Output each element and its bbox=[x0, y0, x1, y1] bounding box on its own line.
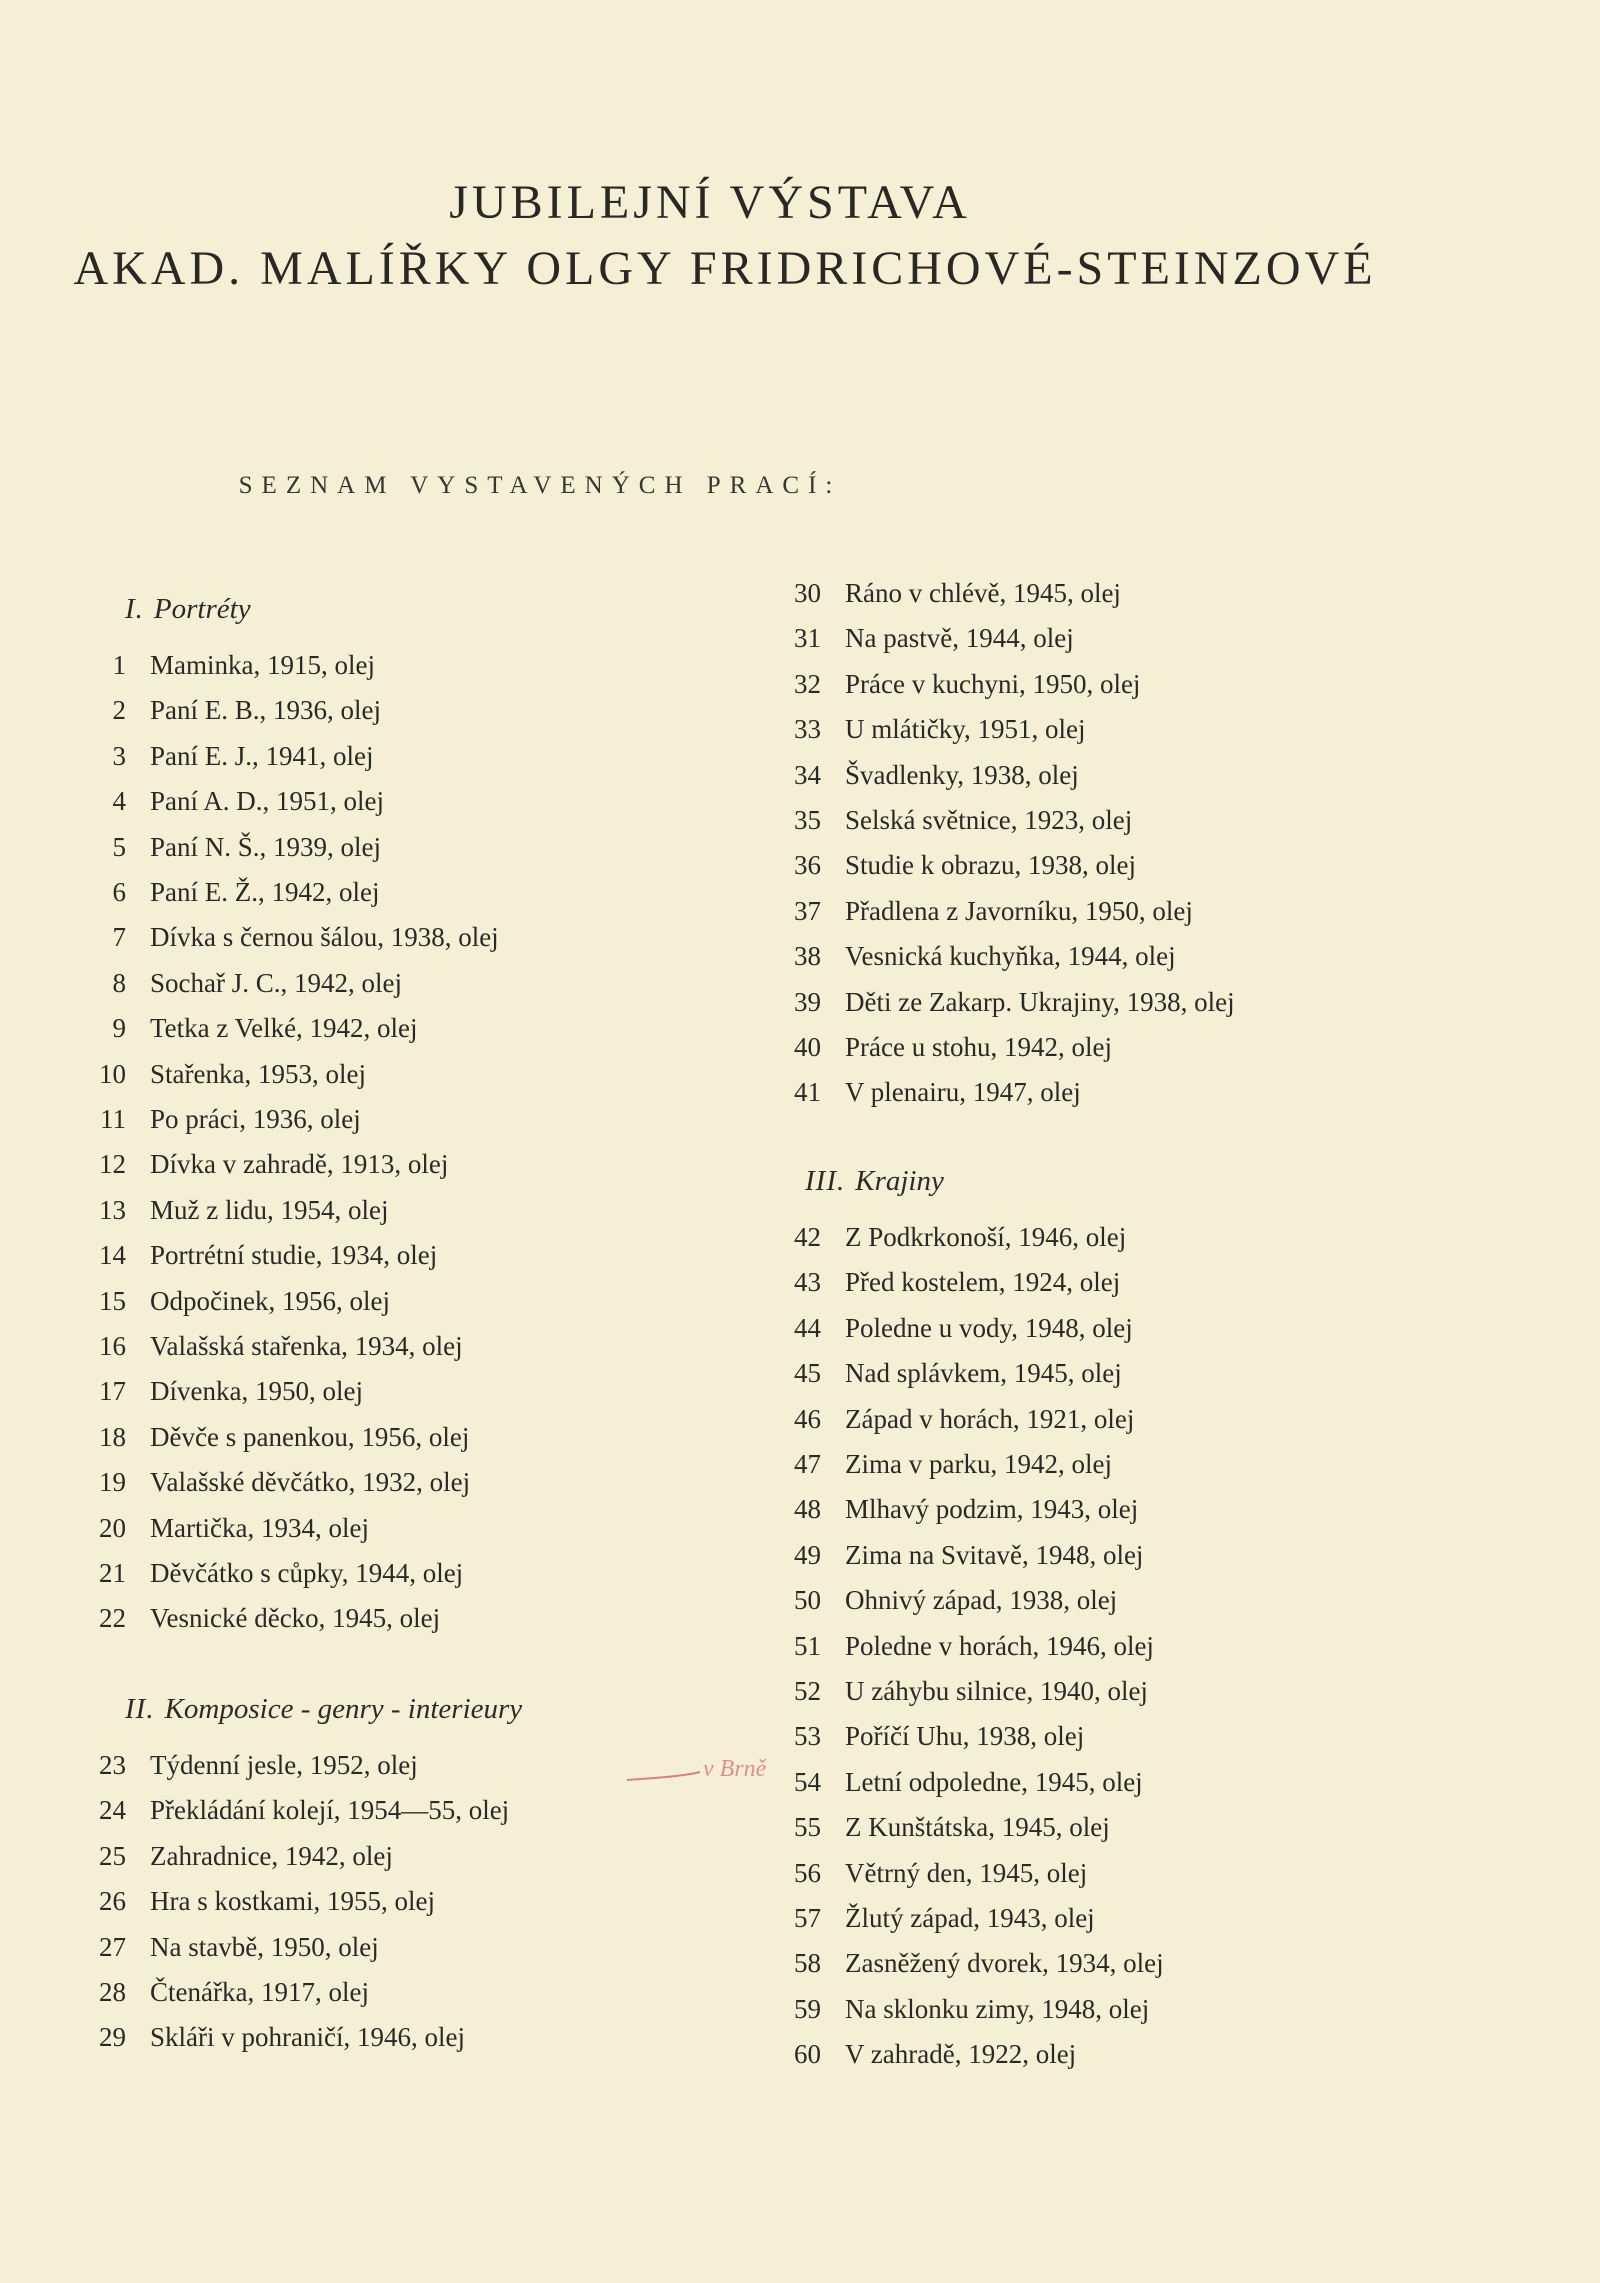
list-item bbox=[775, 1585, 1117, 1616]
item-number: 18 bbox=[99, 1421, 126, 1452]
list-item bbox=[775, 1032, 1112, 1063]
item-title: Děvčátko s cůpky, 1944, olej bbox=[150, 1558, 464, 1588]
list-item bbox=[80, 1750, 418, 1781]
list-item bbox=[80, 1286, 390, 1317]
list-item bbox=[80, 877, 379, 908]
item-number: 6 bbox=[112, 877, 126, 907]
list-item bbox=[775, 1903, 1095, 1934]
list-item bbox=[80, 1376, 363, 1407]
list-item bbox=[775, 1077, 1081, 1108]
item-title: Paní N. Š., 1939, olej bbox=[150, 831, 382, 862]
list-item bbox=[775, 760, 1079, 791]
item-title: Větrný den, 1945, olej bbox=[845, 1857, 1088, 1888]
item-title: Zima v parku, 1942, olej bbox=[845, 1449, 1112, 1479]
item-number: 24 bbox=[99, 1795, 126, 1826]
list-item bbox=[775, 1812, 1110, 1843]
list-item bbox=[80, 832, 381, 863]
item-number: 9 bbox=[112, 1013, 126, 1044]
item-number: 30 bbox=[794, 578, 821, 608]
list-item bbox=[775, 1676, 1148, 1707]
item-number: 32 bbox=[794, 668, 821, 699]
list-item bbox=[775, 1631, 1154, 1662]
item-number: 37 bbox=[794, 895, 821, 926]
item-number: 55 bbox=[794, 1812, 821, 1843]
list-item bbox=[80, 1886, 435, 1917]
list-item bbox=[80, 2022, 465, 2053]
list-item bbox=[80, 1013, 418, 1044]
svg-text:v Brně: v Brně bbox=[703, 1758, 767, 1782]
item-title: Paní E. J., 1941, olej bbox=[150, 740, 374, 771]
item-title: Paní A. D., 1951, olej bbox=[150, 786, 384, 817]
item-title: Tetka z Velké, 1942, olej bbox=[150, 1013, 418, 1044]
list-item bbox=[775, 578, 1121, 609]
list-item bbox=[80, 922, 499, 953]
section-name: Komposice - genry - interieury bbox=[164, 1693, 523, 1725]
item-number: 2 bbox=[112, 695, 126, 726]
list-item bbox=[80, 741, 374, 772]
item-number: 34 bbox=[794, 759, 821, 790]
item-number: 38 bbox=[794, 941, 821, 972]
item-title: Vesnická kuchyňka, 1944, olej bbox=[845, 941, 1176, 972]
section-name: Krajiny bbox=[855, 1165, 944, 1197]
item-title: Nad splávkem, 1945, olej bbox=[845, 1358, 1122, 1389]
item-number: 10 bbox=[99, 1058, 126, 1089]
item-number: 13 bbox=[99, 1194, 126, 1225]
item-number: 59 bbox=[794, 1993, 821, 2024]
item-number: 35 bbox=[794, 805, 821, 835]
item-title: Paní E. B., 1936, olej bbox=[150, 695, 381, 726]
item-title: Maminka, 1915, olej bbox=[150, 650, 375, 680]
section-numeral: II. bbox=[125, 1693, 155, 1725]
item-number: 58 bbox=[794, 1948, 821, 1979]
item-title: Dívka s černou šálou, 1938, olej bbox=[150, 922, 499, 953]
item-number: 22 bbox=[99, 1603, 126, 1634]
item-title: Děvče s panenkou, 1956, olej bbox=[150, 1421, 470, 1452]
item-number: 45 bbox=[794, 1358, 821, 1389]
item-title: Skláři v pohraničí, 1946, olej bbox=[150, 2022, 465, 2053]
item-number: 49 bbox=[794, 1539, 821, 1570]
item-title: U záhybu silnice, 1940, olej bbox=[845, 1676, 1148, 1706]
item-title: Paní E. Ž., 1942, olej bbox=[150, 877, 380, 907]
title-line-1: JUBILEJNÍ VÝSTAVA bbox=[449, 176, 971, 229]
item-title: Švadlenky, 1938, olej bbox=[845, 759, 1079, 790]
title-line-2: AKAD. MALÍŘKY OLGY FRIDRICHOVÉ-STEINZOVÉ bbox=[73, 242, 1377, 295]
item-number: 17 bbox=[99, 1376, 126, 1407]
item-title: Z Podkrkonoší, 1946, olej bbox=[845, 1222, 1127, 1252]
list-item bbox=[775, 1449, 1112, 1480]
item-title: Portrétní studie, 1934, olej bbox=[150, 1240, 438, 1271]
item-title: Sochař J. C., 1942, olej bbox=[150, 967, 402, 998]
item-title: Poledne v horách, 1946, olej bbox=[845, 1630, 1154, 1661]
item-number: 11 bbox=[100, 1104, 126, 1134]
item-title: Poříčí Uhu, 1938, olej bbox=[845, 1721, 1085, 1752]
item-title: Překládání kolejí, 1954—55, olej bbox=[150, 1795, 510, 1826]
item-title: Studie k obrazu, 1938, olej bbox=[845, 850, 1136, 881]
item-title: Práce u stohu, 1942, olej bbox=[845, 1032, 1112, 1062]
item-number: 51 bbox=[794, 1630, 821, 1661]
item-title: Zima na Svitavě, 1948, olej bbox=[845, 1539, 1144, 1570]
item-number: 47 bbox=[794, 1449, 821, 1479]
list-item bbox=[775, 1721, 1084, 1752]
list-item bbox=[775, 1858, 1087, 1889]
item-number: 1 bbox=[112, 650, 126, 680]
list-item bbox=[775, 1222, 1126, 1253]
item-number: 33 bbox=[794, 714, 821, 745]
item-number: 20 bbox=[99, 1512, 126, 1543]
item-number: 27 bbox=[99, 1931, 126, 1962]
item-title: Martička, 1934, olej bbox=[150, 1512, 369, 1543]
list-item bbox=[775, 1313, 1133, 1344]
list-item bbox=[80, 1422, 469, 1453]
section-heading-3 bbox=[805, 1165, 944, 1198]
list-item bbox=[80, 1149, 448, 1180]
list-item bbox=[80, 1932, 379, 1963]
list-item bbox=[80, 1513, 369, 1544]
item-number: 29 bbox=[99, 2022, 126, 2053]
item-number: 12 bbox=[99, 1149, 126, 1180]
item-number: 56 bbox=[794, 1857, 821, 1888]
item-title: V plenairu, 1947, olej bbox=[845, 1077, 1081, 1108]
item-number: 43 bbox=[794, 1267, 821, 1298]
item-title: Poledne u vody, 1948, olej bbox=[845, 1312, 1133, 1343]
item-number: 25 bbox=[99, 1840, 126, 1871]
list-subtitle: SEZNAM VYSTAVENÝCH PRACÍ: bbox=[238, 472, 842, 499]
item-number: 3 bbox=[112, 740, 126, 771]
item-title: Hra s kostkami, 1955, olej bbox=[150, 1886, 435, 1917]
item-title: U mlátičky, 1951, olej bbox=[845, 714, 1086, 745]
item-title: Na pastvě, 1944, olej bbox=[845, 623, 1074, 654]
section-heading-2 bbox=[125, 1693, 522, 1726]
list-item bbox=[80, 1977, 369, 2008]
item-number: 14 bbox=[99, 1240, 126, 1271]
item-title: Čtenářka, 1917, olej bbox=[150, 1977, 369, 2007]
item-number: 16 bbox=[99, 1331, 126, 1361]
item-title: V zahradě, 1922, olej bbox=[845, 2039, 1077, 2070]
item-number: 5 bbox=[112, 831, 126, 862]
item-number: 42 bbox=[794, 1222, 821, 1252]
list-item bbox=[775, 896, 1193, 927]
list-item bbox=[775, 1540, 1143, 1571]
list-item bbox=[775, 714, 1085, 745]
list-item bbox=[80, 1104, 361, 1135]
list-item bbox=[80, 650, 375, 681]
item-title: Vesnické děcko, 1945, olej bbox=[150, 1603, 441, 1634]
list-item bbox=[775, 1358, 1122, 1389]
item-title: Děti ze Zakarp. Ukrajiny, 1938, olej bbox=[845, 986, 1235, 1017]
list-item bbox=[80, 1240, 437, 1271]
item-title: Týdenní jesle, 1952, olej bbox=[150, 1750, 418, 1780]
item-number: 40 bbox=[794, 1032, 821, 1062]
page-title bbox=[0, 170, 1600, 302]
list-item bbox=[775, 669, 1140, 700]
item-number: 41 bbox=[794, 1077, 821, 1108]
item-number: 23 bbox=[99, 1750, 126, 1780]
item-title: Na sklonku zimy, 1948, olej bbox=[845, 1993, 1150, 2024]
list-item bbox=[775, 987, 1235, 1018]
item-title: Odpočinek, 1956, olej bbox=[150, 1285, 390, 1316]
item-title: Práce v kuchyni, 1950, olej bbox=[845, 668, 1141, 699]
item-title: Valašská stařenka, 1934, olej bbox=[150, 1331, 463, 1361]
item-number: 52 bbox=[794, 1676, 821, 1706]
item-number: 50 bbox=[794, 1585, 821, 1616]
list-item bbox=[775, 623, 1074, 654]
list-item bbox=[775, 1404, 1134, 1435]
list-item bbox=[775, 1767, 1143, 1798]
item-title: Zahradnice, 1942, olej bbox=[150, 1840, 393, 1871]
item-title: Mlhavý podzim, 1943, olej bbox=[845, 1494, 1139, 1525]
list-item bbox=[775, 1994, 1149, 2025]
item-title: Před kostelem, 1924, olej bbox=[845, 1267, 1121, 1298]
item-title: Muž z lidu, 1954, olej bbox=[150, 1194, 389, 1225]
list-item bbox=[80, 786, 384, 817]
section-numeral: III. bbox=[805, 1165, 846, 1197]
list-item bbox=[80, 1795, 509, 1826]
item-title: Ráno v chlévě, 1945, olej bbox=[845, 578, 1121, 608]
list-item bbox=[80, 695, 381, 726]
item-number: 19 bbox=[99, 1467, 126, 1498]
item-number: 46 bbox=[794, 1403, 821, 1434]
item-title: Na stavbě, 1950, olej bbox=[150, 1931, 379, 1962]
list-item bbox=[80, 1331, 463, 1362]
item-number: 54 bbox=[794, 1766, 821, 1797]
list-item bbox=[80, 1195, 388, 1226]
item-title: Žlutý západ, 1943, olej bbox=[845, 1903, 1095, 1933]
item-number: 15 bbox=[99, 1285, 126, 1316]
list-item bbox=[80, 1603, 440, 1634]
item-title: Stařenka, 1953, olej bbox=[150, 1058, 366, 1089]
list-item bbox=[775, 805, 1132, 836]
list-item bbox=[775, 941, 1176, 972]
section-name: Portréty bbox=[153, 593, 251, 625]
list-item bbox=[775, 2039, 1076, 2070]
handwritten-annotation bbox=[625, 1758, 775, 1788]
list-item bbox=[80, 1558, 463, 1589]
list-item bbox=[80, 968, 402, 999]
item-title: Letní odpoledne, 1945, olej bbox=[845, 1766, 1143, 1797]
item-number: 53 bbox=[794, 1721, 821, 1752]
list-item bbox=[80, 1467, 470, 1498]
item-title: Západ v horách, 1921, olej bbox=[845, 1403, 1135, 1434]
item-title: Přadlena z Javorníku, 1950, olej bbox=[845, 895, 1193, 926]
list-item bbox=[80, 1059, 366, 1090]
item-number: 44 bbox=[794, 1312, 821, 1343]
item-number: 8 bbox=[112, 967, 126, 998]
item-number: 4 bbox=[112, 786, 126, 817]
item-title: Valašské děvčátko, 1932, olej bbox=[150, 1467, 471, 1498]
item-number: 57 bbox=[794, 1903, 821, 1933]
item-title: Z Kunštátska, 1945, olej bbox=[845, 1812, 1110, 1843]
item-number: 31 bbox=[794, 623, 821, 654]
item-number: 26 bbox=[99, 1886, 126, 1917]
item-title: Ohnivý západ, 1938, olej bbox=[845, 1585, 1118, 1616]
list-item bbox=[775, 1267, 1120, 1298]
list-item bbox=[80, 1841, 393, 1872]
section-heading-1 bbox=[125, 593, 251, 626]
item-title: Zasněžený dvorek, 1934, olej bbox=[845, 1948, 1164, 1979]
item-number: 7 bbox=[112, 922, 126, 953]
item-title: Dívka v zahradě, 1913, olej bbox=[150, 1149, 449, 1180]
list-item bbox=[775, 1494, 1138, 1525]
item-number: 60 bbox=[794, 2039, 821, 2070]
item-number: 36 bbox=[794, 850, 821, 881]
item-number: 21 bbox=[99, 1558, 126, 1588]
item-title: Selská světnice, 1923, olej bbox=[845, 805, 1133, 835]
item-title: Po práci, 1936, olej bbox=[150, 1104, 361, 1134]
item-number: 28 bbox=[99, 1977, 126, 2007]
item-title: Dívenka, 1950, olej bbox=[150, 1376, 363, 1407]
list-item bbox=[775, 1948, 1164, 1979]
section-numeral: I. bbox=[125, 593, 144, 625]
item-number: 48 bbox=[794, 1494, 821, 1525]
item-number: 39 bbox=[794, 986, 821, 1017]
list-item bbox=[775, 850, 1136, 881]
